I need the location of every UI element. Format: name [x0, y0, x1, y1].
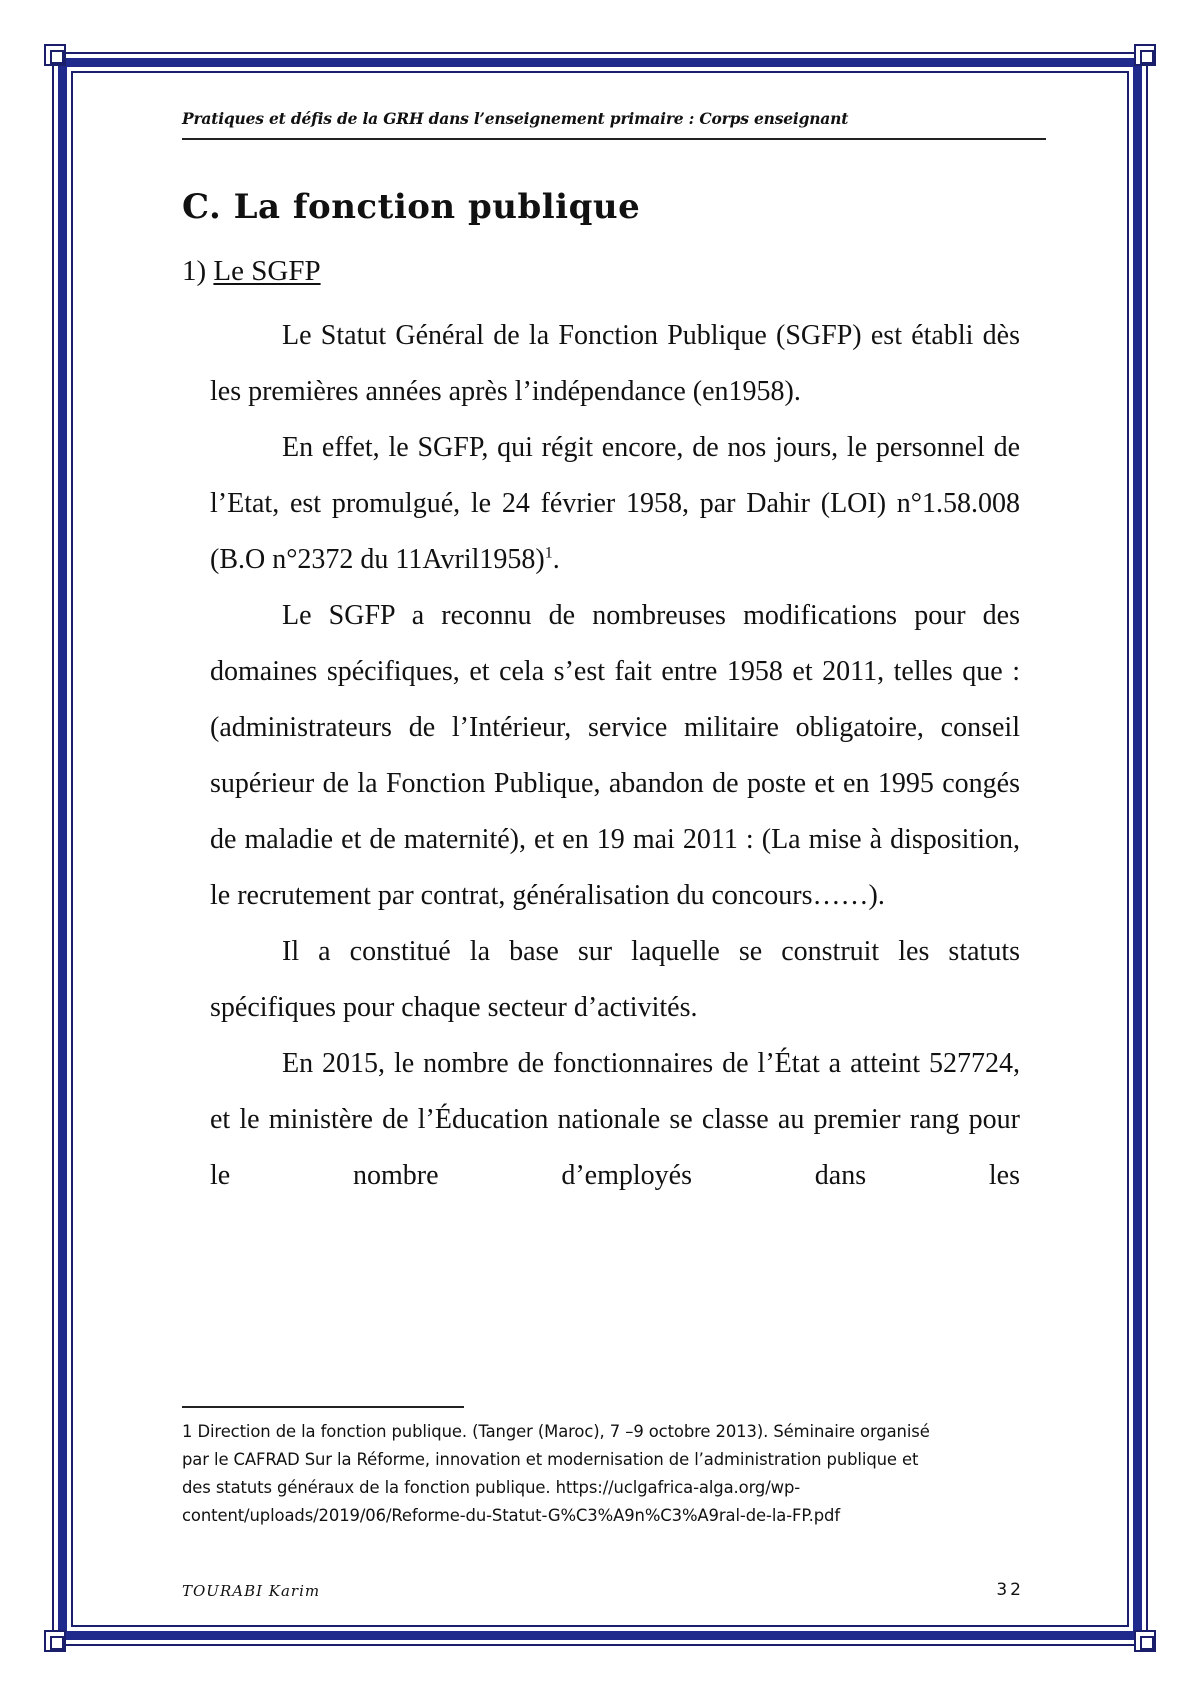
footnote-line[interactable]: content/uploads/2019/06/Reforme-du-Statut-G%C3%A9n%C3%A9ral-de-la-FP.pdf	[182, 1506, 840, 1525]
paragraph: Le SGFP a reconnu de nombreuses modifications pour des domaines spécifiques, et cela s’est fait entre 1958 et 2011, telles que : (administrateurs de l’Intérieur, service militaire obligatoire, conseil supérieur de la Fonction Publique, abandon de poste et en 1995 congés de maladie et de maternité), et en 19 mai 2011 : (La mise à disposition, le recrutement par contrat, généralisation du concours……).	[210, 600, 1020, 911]
footnote-line: 1 Direction de la fonction publique. (Tanger (Maroc), 7 –9 octobre 2013). Séminaire organisé	[182, 1422, 930, 1441]
corner-ornament-bottom-left	[44, 1630, 66, 1652]
footnote-line: par le CAFRAD Sur la Réforme, innovation et modernisation de l’administration publique et	[182, 1450, 919, 1469]
corner-ornament-bottom-right	[1134, 1630, 1156, 1652]
section-title: C. La fonction publique	[182, 187, 641, 227]
page-number: 32	[996, 1580, 1024, 1600]
footnote	[182, 1418, 1032, 1530]
subsection-label: Le SGFP	[213, 255, 321, 287]
paragraph-end: .	[552, 544, 560, 575]
running-header: Pratiques et défis de la GRH dans l’enseignement primaire : Corps enseignant	[182, 109, 849, 128]
footnote-line[interactable]: des statuts généraux de la fonction publique. https://uclgafrica-alga.org/wp-	[182, 1478, 801, 1497]
header-rule	[182, 138, 1046, 140]
corner-ornament-top-right	[1134, 44, 1156, 66]
corner-ornament-top-left	[44, 44, 66, 66]
footnote-rule	[182, 1406, 464, 1408]
paragraph: En 2015, le nombre de fonctionnaires de l’État a atteint 527724, et le ministère de l’Éducation nationale se classe au premier rang pour le nombre d’employés dans les	[210, 1048, 1020, 1191]
paragraph: Il a constitué la base sur laquelle se construit les statuts spécifiques pour chaque secteur d’activités.	[210, 936, 1020, 1023]
paragraph	[210, 420, 1020, 588]
author-name: TOURABI Karim	[182, 1582, 321, 1600]
body-text	[210, 308, 1020, 1204]
paragraph-text: En effet, le SGFP, qui régit encore, de nos jours, le personnel de l’Etat, est promulgué, le 24 février 1958, par Dahir (LOI) n°1.58.008 (B.O n°2372 du 11Avril1958)	[210, 432, 1020, 575]
footnote-reference[interactable]: 1	[544, 544, 553, 562]
subsection-title	[182, 255, 321, 288]
subsection-number: 1)	[182, 255, 207, 287]
paragraph: Le Statut Général de la Fonction Publique (SGFP) est établi dès les premières années après l’indépendance (en1958).	[210, 320, 1020, 407]
